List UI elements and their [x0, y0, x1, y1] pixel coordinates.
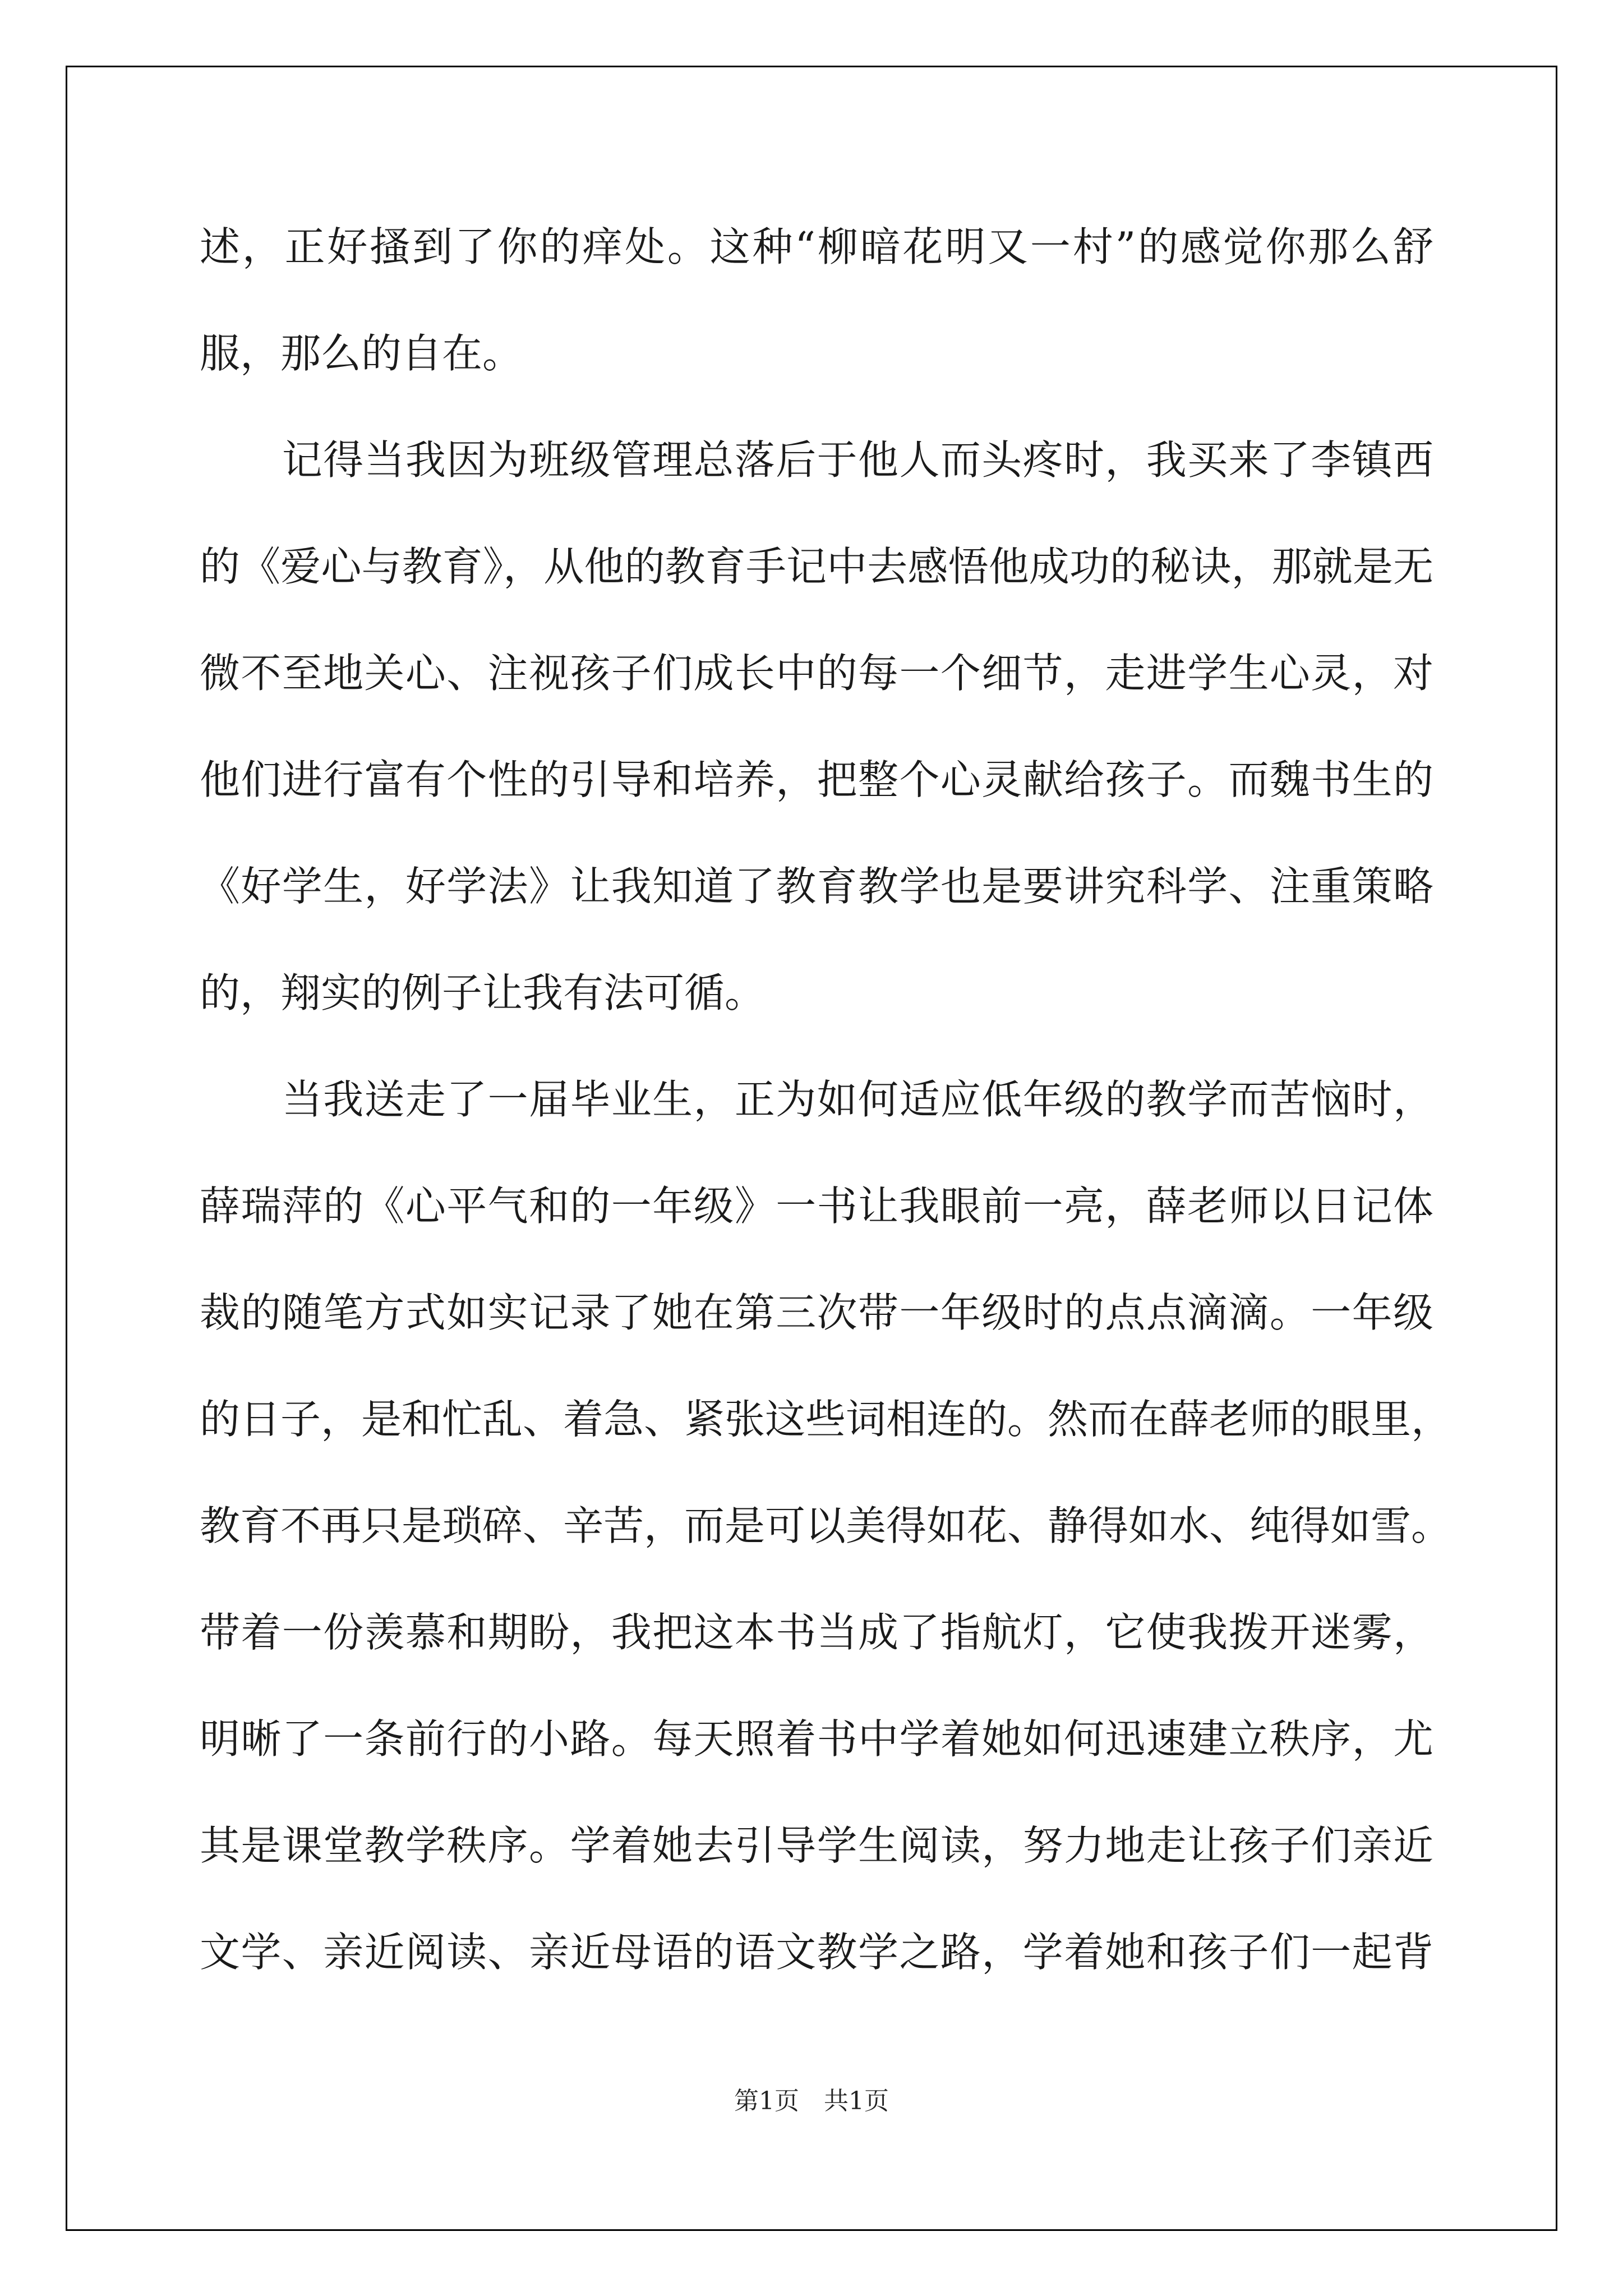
text-line: 带着一份羡慕和期盼，我把这本书当成了指航灯，它使我拨开迷雾，: [200, 1609, 1433, 1656]
text-line: 他们进行富有个性的引导和培养，把整个心灵献给孩子。而魏书生的: [200, 756, 1433, 803]
text-line: 服，那么的自在。: [200, 330, 523, 377]
text-line: 当我送走了一届毕业生，正为如何适应低年级的教学而苦恼时，: [200, 1076, 1433, 1123]
text-line: 微不至地关心、注视孩子们成长中的每一个细节，走进学生心灵，对: [200, 650, 1433, 697]
text-line: 薛瑞萍的《心平气和的一年级》一书让我眼前一亮，薛老师以日记体: [200, 1182, 1433, 1230]
text-line: 述，正好搔到了你的痒处。这种“柳暗花明又一村”的感觉你那么舒: [200, 223, 1433, 270]
text-line: 的，翔实的例子让我有法可循。: [200, 969, 766, 1016]
page-number-footer: 第1页 共1页: [734, 2087, 889, 2115]
page-border: [66, 66, 1557, 2231]
text-line: 的《爱心与教育》，从他的教育手记中去感悟他成功的秘诀，那就是无: [200, 543, 1433, 590]
text-line: 的日子，是和忙乱、着急、紧张这些词相连的。然而在薛老师的眼里，: [200, 1396, 1452, 1443]
text-line: 文学、亲近阅读、亲近母语的语文教学之路，学着她和孩子们一起背: [200, 1929, 1433, 1976]
text-line: 明晰了一条前行的小路。每天照着书中学着她如何迅速建立秩序，尤: [200, 1715, 1433, 1763]
text-line: 其是课堂教学秩序。学着她去引导学生阅读，努力地走让孩子们亲近: [200, 1822, 1433, 1869]
text-line: 教育不再只是琐碎、辛苦，而是可以美得如花、静得如水、纯得如雪。: [200, 1502, 1452, 1549]
text-line: 记得当我因为班级管理总落后于他人而头疼时，我买来了李镇西: [200, 436, 1433, 484]
text-line: 《好学生，好学法》让我知道了教育教学也是要讲究科学、注重策略: [200, 863, 1433, 910]
text-line: 裁的随笔方式如实记录了她在第三次带一年级时的点点滴滴。一年级: [200, 1289, 1433, 1336]
